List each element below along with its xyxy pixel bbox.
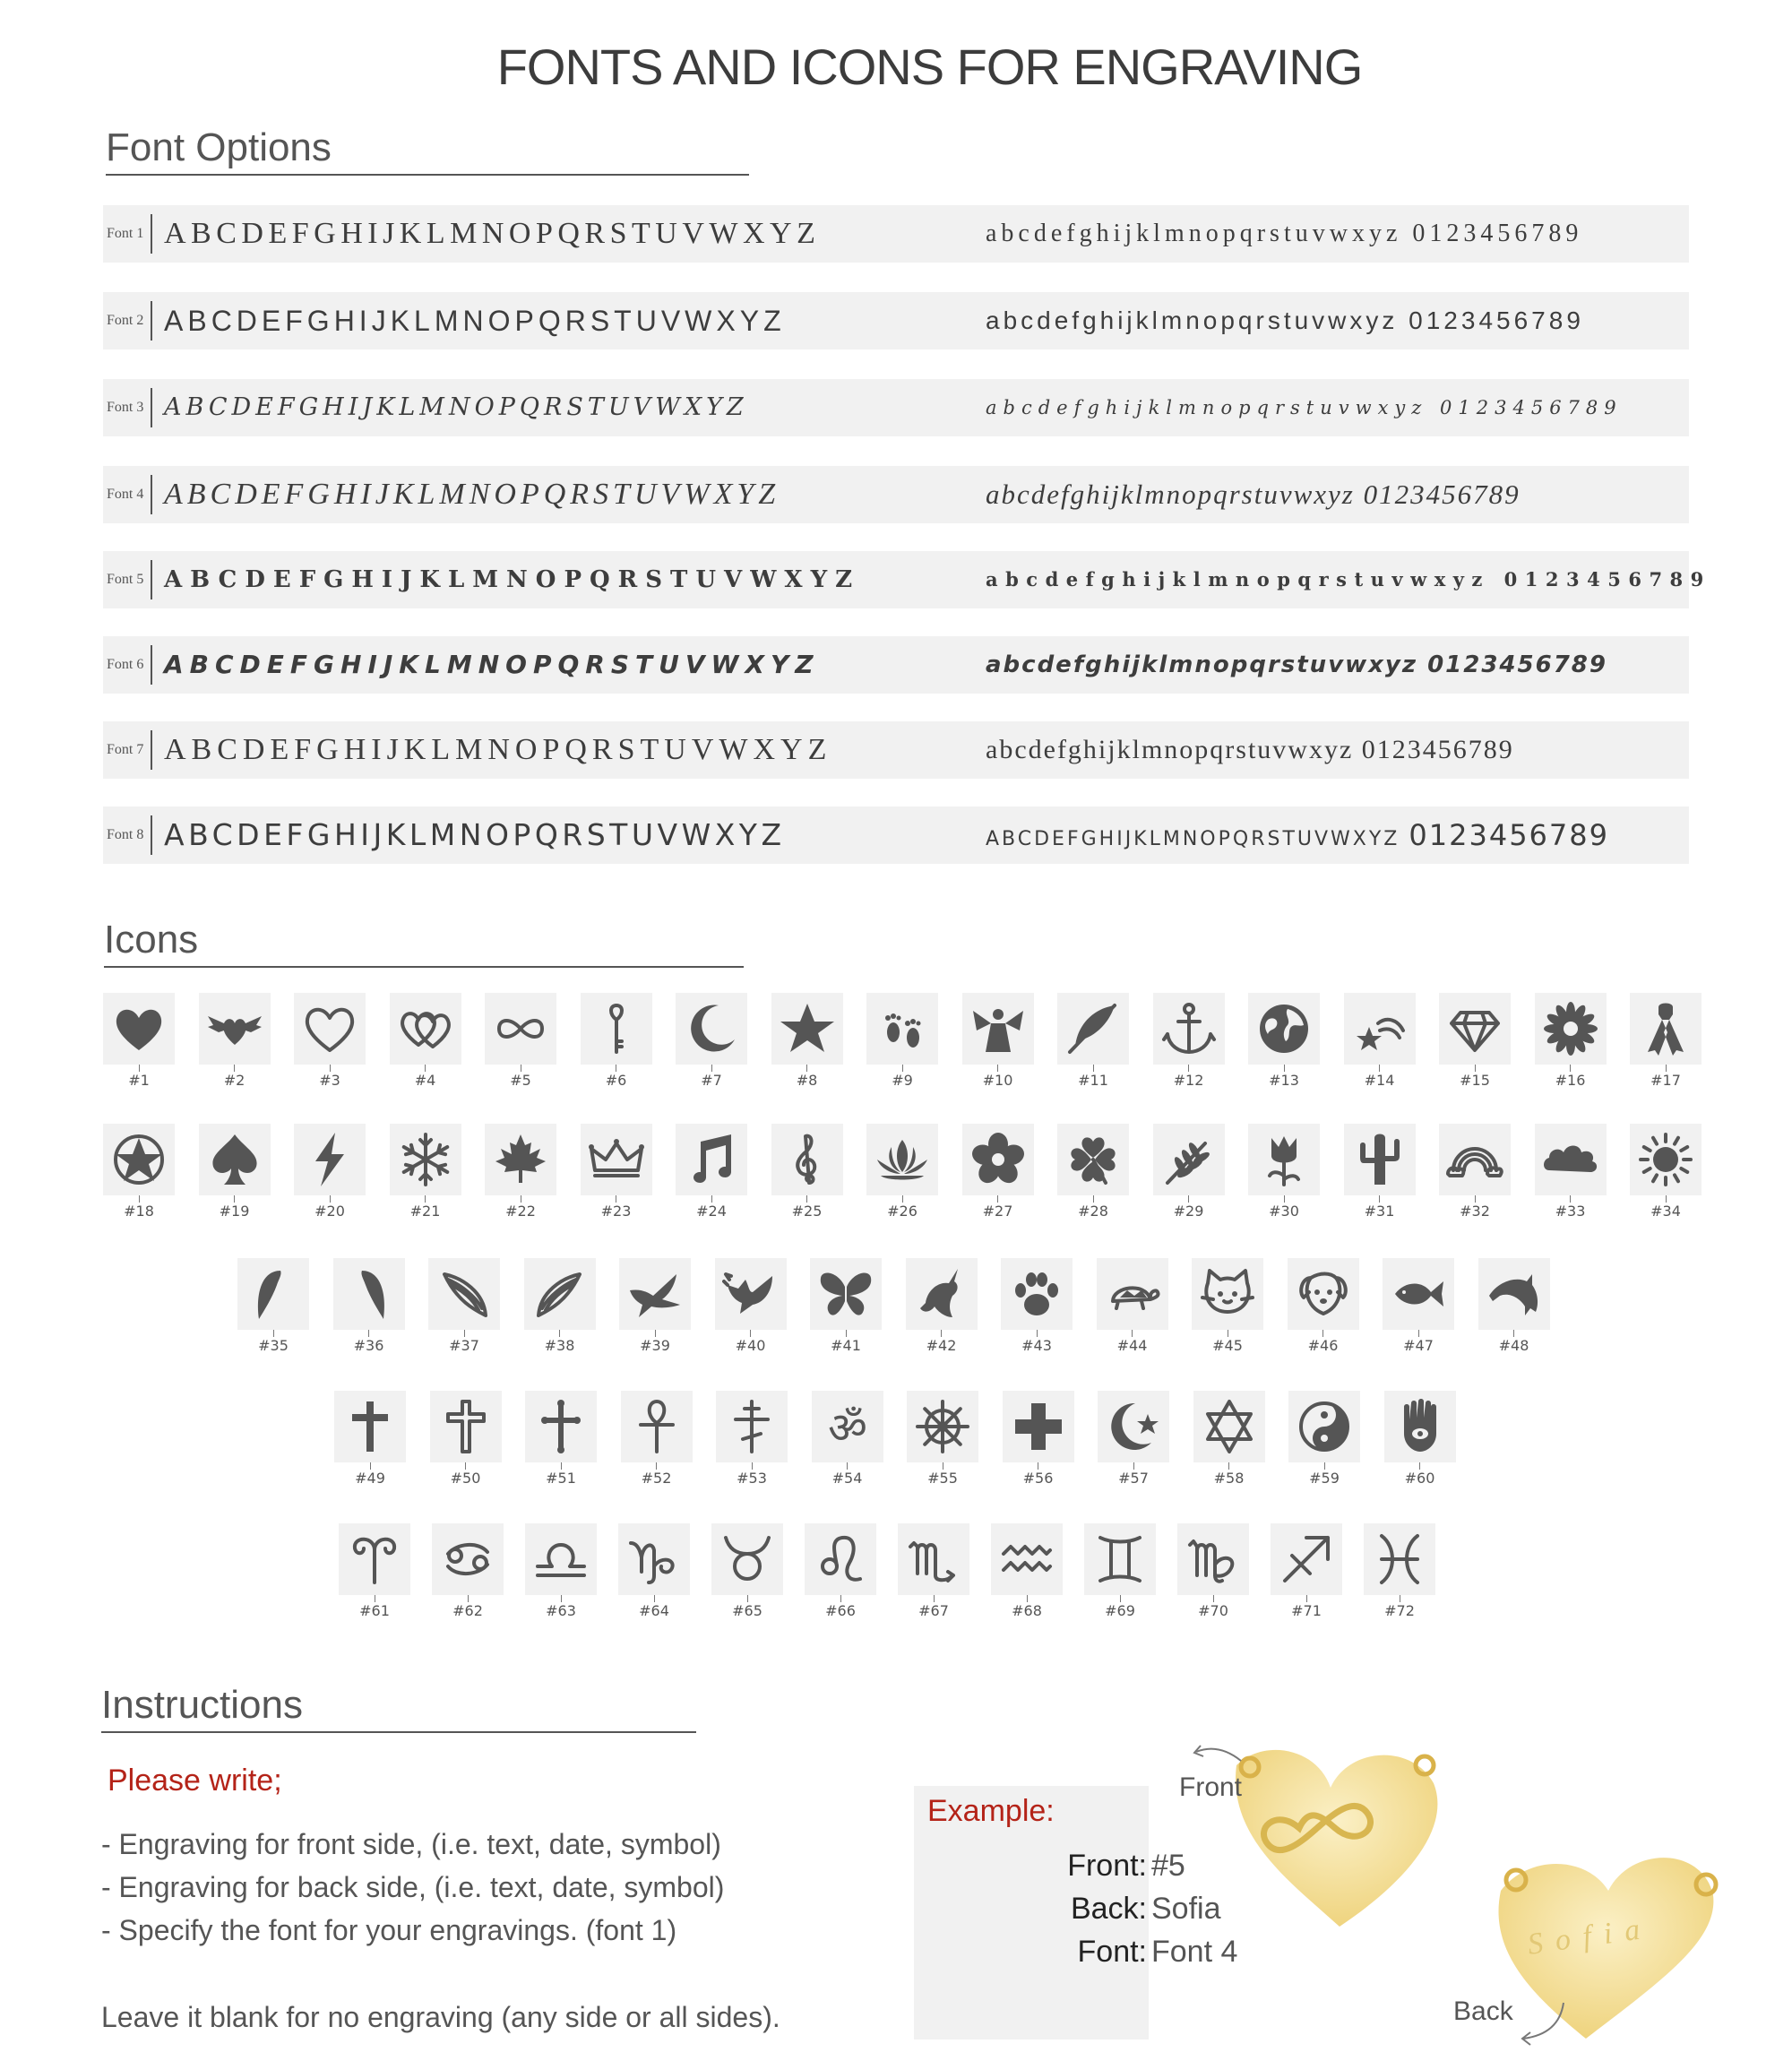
sun-icon <box>1630 1124 1702 1195</box>
icon-number: #37 <box>428 1330 500 1354</box>
leo-icon <box>805 1523 876 1595</box>
icon-number: #18 <box>103 1195 175 1220</box>
icon-option-anchor[interactable] <box>1153 993 1225 1089</box>
icon-option-winged-heart[interactable] <box>199 993 271 1089</box>
dove-icon <box>715 1258 787 1330</box>
yin-yang-icon <box>1288 1391 1360 1462</box>
icon-option-om[interactable] <box>812 1391 883 1487</box>
icon-number: #58 <box>1193 1462 1265 1487</box>
icon-number: #46 <box>1288 1330 1359 1354</box>
winged-heart-icon <box>199 993 271 1065</box>
please-write-heading: Please write; <box>108 1763 282 1798</box>
icon-number: #65 <box>711 1595 783 1619</box>
icon-option-yin-yang[interactable] <box>1288 1391 1360 1487</box>
diamond-icon <box>1439 993 1511 1065</box>
divider <box>151 301 152 341</box>
icon-option-infinity[interactable] <box>485 993 556 1089</box>
example-value: Sofia <box>1151 1892 1221 1926</box>
icon-option-footprints[interactable] <box>866 993 938 1089</box>
instruction-font: - Specify the font for your engravings. (font 1) <box>101 1914 677 1946</box>
divider <box>151 645 152 685</box>
icon-option-sun[interactable] <box>1630 1124 1702 1220</box>
font-sample-lower: abcdefghijklmnopqrstuvwxyz 0123456789 <box>986 220 1583 247</box>
icon-option-flower[interactable] <box>962 1124 1034 1220</box>
icon-option-star-circle[interactable] <box>103 1124 175 1220</box>
divider <box>151 475 152 514</box>
star-of-david-icon <box>1193 1391 1265 1462</box>
infinity-icon <box>485 993 556 1065</box>
font-row-7[interactable] <box>103 721 1689 779</box>
icon-number: #40 <box>715 1330 787 1354</box>
icon-number: #22 <box>485 1195 556 1220</box>
globe-icon <box>1248 993 1320 1065</box>
ship-wheel-icon <box>907 1391 978 1462</box>
heart-icon <box>103 993 175 1065</box>
icon-number: #62 <box>432 1595 504 1619</box>
om-icon <box>812 1391 883 1462</box>
font-row-8[interactable] <box>103 806 1689 864</box>
icon-number: #54 <box>812 1462 883 1487</box>
icon-number: #21 <box>390 1195 461 1220</box>
icon-number: #19 <box>199 1195 271 1220</box>
icon-number: #63 <box>525 1595 597 1619</box>
icon-option-music-note[interactable] <box>676 1124 747 1220</box>
icon-option-angel[interactable] <box>962 993 1034 1089</box>
font-sample-lower: abcdefghijklmnopqrstuvwxyz 0123456789 <box>986 735 1514 764</box>
taurus-icon <box>711 1523 783 1595</box>
feather-icon <box>1057 993 1129 1065</box>
icon-option-clover[interactable] <box>1057 1124 1129 1220</box>
icon-number: #45 <box>1192 1330 1263 1354</box>
instruction-front: - Engraving for front side, (i.e. text, date, symbol) <box>101 1828 721 1860</box>
icon-option-tulip[interactable] <box>1248 1124 1320 1220</box>
icon-number: #14 <box>1344 1065 1416 1089</box>
icon-option-dog[interactable] <box>1288 1258 1359 1354</box>
font-sample-upper: ABCDEFGHIJKLMNOPQRSTUVWXYZ <box>164 650 820 679</box>
section-font-options: Font Options <box>106 125 749 176</box>
pisces-icon <box>1364 1523 1435 1595</box>
icon-option-cloud[interactable] <box>1535 1124 1607 1220</box>
font-sample-lower: abcdefghijklmnopqrstuvwxyz 0123456789 <box>986 479 1521 510</box>
anchor-icon <box>1153 993 1225 1065</box>
icon-number: #11 <box>1057 1065 1129 1089</box>
icon-number: #30 <box>1248 1195 1320 1220</box>
icon-number: #51 <box>525 1462 597 1487</box>
example-value: Font 4 <box>1151 1935 1238 1969</box>
font-row-1[interactable] <box>103 205 1689 263</box>
icon-option-cross[interactable] <box>334 1391 406 1487</box>
cancer-icon <box>432 1523 504 1595</box>
hamsa-icon <box>1384 1391 1456 1462</box>
icon-number: #26 <box>866 1195 938 1220</box>
crescent-moon-icon <box>676 993 747 1065</box>
font-sample-digits: 0123456789 <box>1409 818 1609 852</box>
icon-option-pisces[interactable] <box>1364 1523 1435 1619</box>
font-row-2[interactable] <box>103 292 1689 349</box>
font-row-3[interactable] <box>103 379 1689 436</box>
icon-option-wing-outline-right[interactable] <box>524 1258 596 1354</box>
butterfly-icon <box>810 1258 882 1330</box>
icon-option-sagittarius[interactable] <box>1271 1523 1342 1619</box>
bird-icon <box>619 1258 691 1330</box>
icon-option-globe[interactable] <box>1248 993 1320 1089</box>
ornate-cross-icon <box>525 1391 597 1462</box>
icon-number: #61 <box>339 1595 410 1619</box>
ribbon-icon <box>1630 993 1702 1065</box>
wing-left-icon <box>237 1258 309 1330</box>
font-sample-upper: ABCDEFGHIJKLMNOPQRSTUVWXYZ <box>164 478 780 511</box>
icon-number: #71 <box>1271 1595 1342 1619</box>
icon-option-spade[interactable] <box>199 1124 271 1220</box>
icon-option-swiss-cross[interactable] <box>1003 1391 1074 1487</box>
icon-number: #38 <box>524 1330 596 1354</box>
font-sample-upper: ABCDEFGHIJKLMNOPQRSTUVWXYZ <box>164 393 748 421</box>
divider <box>151 730 152 770</box>
dog-icon <box>1288 1258 1359 1330</box>
icon-number: #47 <box>1383 1330 1454 1354</box>
icon-number: #17 <box>1630 1065 1702 1089</box>
icon-number: #12 <box>1153 1065 1225 1089</box>
icon-number: #27 <box>962 1195 1034 1220</box>
icon-number: #16 <box>1535 1065 1607 1089</box>
icon-option-scorpio[interactable] <box>898 1523 969 1619</box>
icon-number: #8 <box>771 1065 843 1089</box>
icon-option-hamsa[interactable] <box>1384 1391 1456 1487</box>
font-label: Font 1 <box>107 226 144 241</box>
tulip-icon <box>1248 1124 1320 1195</box>
maple-leaf-icon <box>485 1124 556 1195</box>
icon-option-snowflake[interactable] <box>390 1124 461 1220</box>
icon-number: #57 <box>1098 1462 1169 1487</box>
virgo-icon <box>1177 1523 1249 1595</box>
mandala-icon <box>1535 993 1607 1065</box>
page-title: FONTS AND ICONS FOR ENGRAVING <box>496 39 1363 95</box>
font-sample-upper: ABCDEFGHIJKLMNOPQRSTUVWXYZ <box>164 305 786 337</box>
icon-number: #72 <box>1364 1595 1435 1619</box>
icon-number: #49 <box>334 1462 406 1487</box>
section-icons: Icons <box>104 918 744 968</box>
icon-number: #52 <box>621 1462 693 1487</box>
icon-option-lotus[interactable] <box>866 1124 938 1220</box>
aquarius-icon <box>991 1523 1063 1595</box>
cross-outline-icon <box>430 1391 502 1462</box>
swiss-cross-icon <box>1003 1391 1074 1462</box>
icon-number: #24 <box>676 1195 747 1220</box>
wing-outline-right-icon <box>524 1258 596 1330</box>
icon-number: #60 <box>1384 1462 1456 1487</box>
icon-option-feather[interactable] <box>1057 993 1129 1089</box>
icon-option-leaf-branch[interactable] <box>1153 1124 1225 1220</box>
front-arrow-icon <box>1196 1749 1241 1761</box>
font-sample-lower: abcdefghijklmnopqrstuvwxyz 0123456789 <box>986 651 1607 678</box>
icon-number: #4 <box>390 1065 461 1089</box>
icon-option-leo[interactable] <box>805 1523 876 1619</box>
icon-option-key[interactable] <box>581 993 652 1089</box>
icon-option-cancer[interactable] <box>432 1523 504 1619</box>
icon-option-heart[interactable] <box>103 993 175 1089</box>
wing-right-icon <box>333 1258 405 1330</box>
capricorn-icon <box>618 1523 690 1595</box>
front-label: Front <box>1179 1772 1243 1802</box>
icon-number: #50 <box>430 1462 502 1487</box>
icon-number: #68 <box>991 1595 1063 1619</box>
icon-number: #35 <box>237 1330 309 1354</box>
icon-number: #48 <box>1478 1330 1550 1354</box>
icon-number: #2 <box>199 1065 271 1089</box>
treble-clef-icon <box>771 1124 843 1195</box>
font-label: Font 6 <box>107 657 144 672</box>
icon-number: #3 <box>294 1065 366 1089</box>
example-key: Font: <box>1077 1935 1147 1969</box>
icon-option-shooting-star[interactable] <box>1344 993 1416 1089</box>
star-circle-icon <box>103 1124 175 1195</box>
music-note-icon <box>676 1124 747 1195</box>
icon-option-treble-clef[interactable] <box>771 1124 843 1220</box>
icon-number: #70 <box>1177 1595 1249 1619</box>
crescent-star-icon <box>1098 1391 1169 1462</box>
font-label: Font 4 <box>107 487 144 502</box>
flower-icon <box>962 1124 1034 1195</box>
font-sample-upper: ABCDEFGHIJKLMNOPQRSTUVWXYZ <box>164 217 821 250</box>
icon-option-libra[interactable] <box>525 1523 597 1619</box>
font-label: Font 7 <box>107 742 144 757</box>
icon-number: #42 <box>906 1330 978 1354</box>
font-row-4[interactable] <box>103 466 1689 523</box>
icon-option-gemini[interactable] <box>1084 1523 1156 1619</box>
divider <box>151 388 152 427</box>
icon-number: #5 <box>485 1065 556 1089</box>
font-sample-lower: abcdefghijklmnopqrstuvwxyz 0123456789 <box>986 306 1584 334</box>
sagittarius-icon <box>1271 1523 1342 1595</box>
double-hearts-icon <box>390 993 461 1065</box>
icon-number: #23 <box>581 1195 652 1220</box>
svg-text:ॐ: ॐ <box>827 1403 867 1453</box>
turtle-icon <box>1097 1258 1168 1330</box>
icon-option-crescent-star[interactable] <box>1098 1391 1169 1487</box>
footprints-icon <box>866 993 938 1065</box>
icon-option-cat[interactable] <box>1192 1258 1263 1354</box>
icon-number: #67 <box>898 1595 969 1619</box>
icon-number: #56 <box>1003 1462 1074 1487</box>
icon-option-capricorn[interactable] <box>618 1523 690 1619</box>
heart-outline-icon <box>294 993 366 1065</box>
icon-number: #1 <box>103 1065 175 1089</box>
angel-icon <box>962 993 1034 1065</box>
icon-option-double-hearts[interactable] <box>390 993 461 1089</box>
icon-option-orthodox-cross[interactable] <box>716 1391 788 1487</box>
icon-option-maple-leaf[interactable] <box>485 1124 556 1220</box>
font-label: Font 8 <box>107 827 144 842</box>
icon-number: #13 <box>1248 1065 1320 1089</box>
font-sample-upper: ABCDEFGHIJKLMNOPQRSTUVWXYZ <box>164 817 786 852</box>
icon-option-cross-outline[interactable] <box>430 1391 502 1487</box>
aries-icon <box>339 1523 410 1595</box>
orthodox-cross-icon <box>716 1391 788 1462</box>
icon-option-wing-left[interactable] <box>237 1258 309 1354</box>
icon-number: #59 <box>1288 1462 1360 1487</box>
icon-number: #15 <box>1439 1065 1511 1089</box>
dolphin-icon <box>1478 1258 1550 1330</box>
section-instructions: Instructions <box>101 1683 696 1733</box>
ankh-icon <box>621 1391 693 1462</box>
icon-option-dolphin[interactable] <box>1478 1258 1550 1354</box>
icon-number: #20 <box>294 1195 366 1220</box>
icon-number: #39 <box>619 1330 691 1354</box>
leaf-branch-icon <box>1153 1124 1225 1195</box>
icon-option-aries[interactable] <box>339 1523 410 1619</box>
icon-option-diamond[interactable] <box>1439 993 1511 1089</box>
icon-option-wing-right[interactable] <box>333 1258 405 1354</box>
lotus-icon <box>866 1124 938 1195</box>
icon-number: #10 <box>962 1065 1034 1089</box>
scorpio-icon <box>898 1523 969 1595</box>
example-key: Back: <box>1070 1892 1147 1926</box>
font-sample-lower: abcdefghijklmnopqrstuvwxyz 0123456789 <box>986 568 1711 591</box>
icon-option-unicorn[interactable] <box>906 1258 978 1354</box>
icon-option-cactus[interactable] <box>1344 1124 1416 1220</box>
icon-number: #9 <box>866 1065 938 1089</box>
icon-option-ankh[interactable] <box>621 1391 693 1487</box>
font-sample-lower <box>986 806 1609 864</box>
font-sample-lower: abcdefghijklmnopqrstuvwxyz 0123456789 <box>986 397 1623 418</box>
pendant-engraving-text: Sofia <box>1525 1910 1655 1962</box>
icon-number: #32 <box>1439 1195 1511 1220</box>
font-sample-caps: ABCDEFGHIJKLMNOPQRSTUVWXYZ <box>986 828 1400 850</box>
icon-number: #34 <box>1630 1195 1702 1220</box>
cat-icon <box>1192 1258 1263 1330</box>
icon-option-aquarius[interactable] <box>991 1523 1063 1619</box>
clover-icon <box>1057 1124 1129 1195</box>
libra-icon <box>525 1523 597 1595</box>
shooting-star-icon <box>1344 993 1416 1065</box>
icon-option-virgo[interactable] <box>1177 1523 1249 1619</box>
back-label: Back <box>1453 1996 1513 2026</box>
icon-option-ship-wheel[interactable] <box>907 1391 978 1487</box>
icon-number: #6 <box>581 1065 652 1089</box>
icon-number: #41 <box>810 1330 882 1354</box>
icon-number: #7 <box>676 1065 747 1089</box>
font-row-6[interactable] <box>103 636 1689 694</box>
divider <box>151 214 152 254</box>
icon-option-fish[interactable] <box>1383 1258 1454 1354</box>
rainbow-icon <box>1439 1124 1511 1195</box>
instruction-blank: Leave it blank for no engraving (any side or all sides). <box>101 2001 780 2033</box>
font-label: Font 2 <box>107 313 144 328</box>
instruction-back: - Engraving for back side, (i.e. text, date, symbol) <box>101 1871 725 1903</box>
cross-icon <box>334 1391 406 1462</box>
icon-option-star-of-david[interactable] <box>1193 1391 1265 1487</box>
divider <box>151 815 152 855</box>
gemini-icon <box>1084 1523 1156 1595</box>
icon-option-mandala[interactable] <box>1535 993 1607 1089</box>
font-row-5[interactable] <box>103 551 1711 608</box>
icon-option-star[interactable] <box>771 993 843 1089</box>
font-label: Font 3 <box>107 400 144 415</box>
icon-number: #33 <box>1535 1195 1607 1220</box>
icon-option-crescent-moon[interactable] <box>676 993 747 1089</box>
fish-icon <box>1383 1258 1454 1330</box>
snowflake-icon <box>390 1124 461 1195</box>
example-value: #5 <box>1151 1849 1185 1883</box>
example-key: Front: <box>1067 1849 1147 1883</box>
icon-option-taurus[interactable] <box>711 1523 783 1619</box>
icon-option-heart-outline[interactable] <box>294 993 366 1089</box>
icon-option-ornate-cross[interactable] <box>525 1391 597 1487</box>
icon-option-crown[interactable] <box>581 1124 652 1220</box>
icon-number: #44 <box>1097 1330 1168 1354</box>
icon-option-paw[interactable] <box>1001 1258 1073 1354</box>
crown-icon <box>581 1124 652 1195</box>
icon-number: #31 <box>1344 1195 1416 1220</box>
wing-outline-left-icon <box>428 1258 500 1330</box>
icon-option-bird[interactable] <box>619 1258 691 1354</box>
pendant-illustration <box>1165 1738 1738 2052</box>
unicorn-icon <box>906 1258 978 1330</box>
icon-option-rainbow[interactable] <box>1439 1124 1511 1220</box>
icon-option-turtle[interactable] <box>1097 1258 1168 1354</box>
divider <box>151 560 152 599</box>
font-label: Font 5 <box>107 572 144 587</box>
example-title: Example: <box>927 1794 1055 1828</box>
icon-number: #64 <box>618 1595 690 1619</box>
icon-number: #66 <box>805 1595 876 1619</box>
font-sample-upper: ABCDEFGHIJKLMNOPQRSTUVWXYZ <box>164 566 861 593</box>
star-icon <box>771 993 843 1065</box>
icon-number: #28 <box>1057 1195 1129 1220</box>
icon-number: #43 <box>1001 1330 1073 1354</box>
font-sample-upper: ABCDEFGHIJKLMNOPQRSTUVWXYZ <box>164 733 832 766</box>
icon-number: #53 <box>716 1462 788 1487</box>
icon-number: #36 <box>333 1330 405 1354</box>
icon-number: #29 <box>1153 1195 1225 1220</box>
icon-number: #69 <box>1084 1595 1156 1619</box>
cloud-icon <box>1535 1124 1607 1195</box>
key-icon <box>581 993 652 1065</box>
icon-option-dove[interactable] <box>715 1258 787 1354</box>
spade-icon <box>199 1124 271 1195</box>
icon-number: #55 <box>907 1462 978 1487</box>
icon-option-butterfly[interactable] <box>810 1258 882 1354</box>
lightning-icon <box>294 1124 366 1195</box>
icon-number: #25 <box>771 1195 843 1220</box>
icon-option-wing-outline-left[interactable] <box>428 1258 500 1354</box>
icon-option-lightning[interactable] <box>294 1124 366 1220</box>
cactus-icon <box>1344 1124 1416 1195</box>
paw-icon <box>1001 1258 1073 1330</box>
icon-option-ribbon[interactable] <box>1630 993 1702 1089</box>
